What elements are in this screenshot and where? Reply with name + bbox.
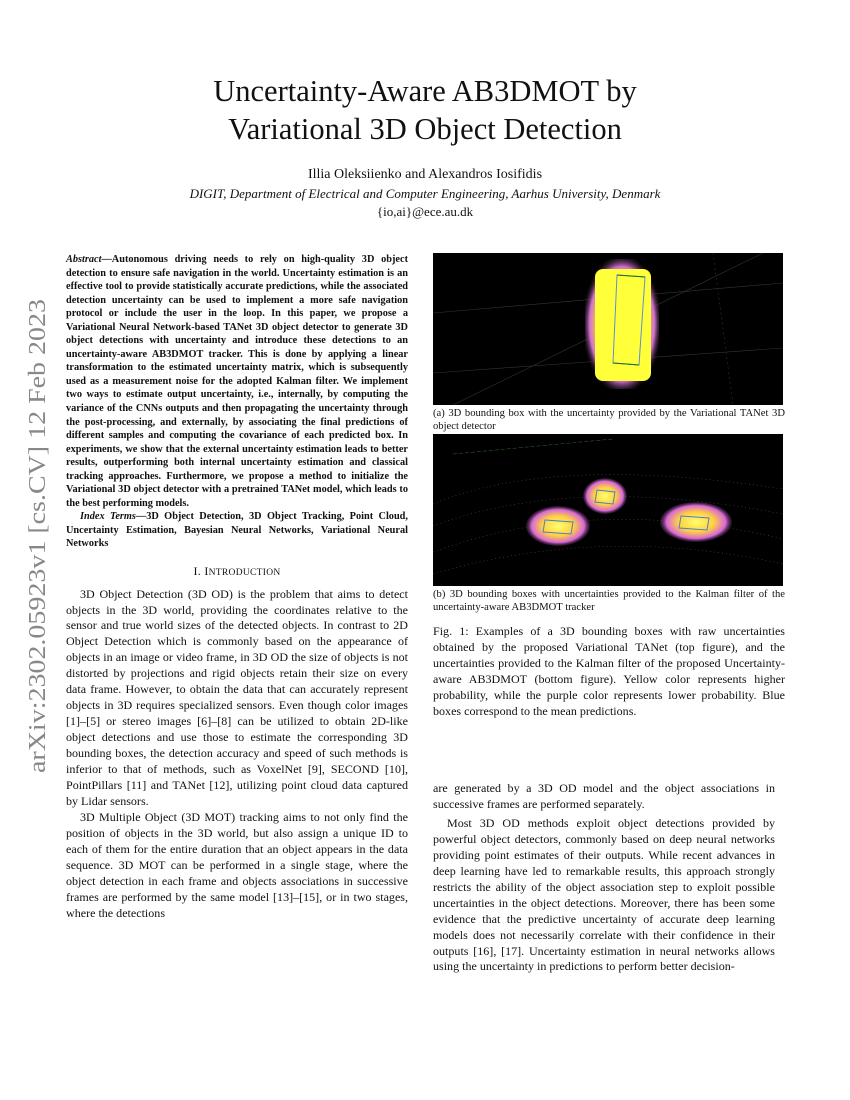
right-column-text: [433, 781, 775, 975]
section-heading-introduction: I. INTRODUCTION: [193, 564, 281, 579]
arxiv-sidebar-stamp: [14, 295, 54, 775]
index-terms: [66, 510, 408, 551]
uncertainty-blob-3: [660, 502, 732, 542]
title-line-1: Uncertainty-Aware AB3DMOT by: [213, 74, 637, 108]
figure-1a-image: [433, 253, 783, 405]
intro-paragraph-2: 3D Multiple Object (3D MOT) tracking aims to not only find the position of objects in the 3D world, but also assign a unique ID to each of them for the entire duration that an object appears in the data sequence. 3D MOT can be performed in a single stage, where the object detection in each frame and objects associations in successive frames are performed by the same model [13]–[15], or in two stages, where the detections: [66, 809, 408, 920]
figure-1b-image: [433, 434, 783, 586]
paper-title: [75, 72, 775, 148]
affiliation: DIGIT, Department of Electrical and Computer Engineering, Aarhus University, Denmark: [189, 186, 661, 201]
uncertainty-blob-2: [583, 478, 627, 514]
title-line-2: Variational 3D Object Detection: [228, 112, 622, 146]
abstract-label: Abstract: [66, 254, 102, 265]
uncertainty-blob-1: [526, 506, 590, 546]
intro-paragraph-3: Most 3D OD methods exploit object detections provided by powerful object detectors, commonly based on deep neural networks providing point estimates of their outputs. While recent advances in deep learning have led to remarkable results, this approach strongly restricts the ability of the object association step to exploit possible uncertainties in the object detections. Moreover, there has been some evidence that the predictive uncertainty of accurate deep learning models does not necessarily correlate with their confidence in their outputs [16], [17]. Uncertainty estimation in neural networks allows using the uncertainty in predictions to perform better decision-: [433, 815, 775, 974]
figure-1a-subcaption: (a) 3D bounding box with the uncertainty provided by the Variational TANet 3D object detector: [433, 408, 785, 432]
authors: Illia Oleksiienko and Alexandros Iosifidis: [307, 167, 543, 182]
abstract: [66, 253, 408, 510]
intro-paragraph-1: 3D Object Detection (3D OD) is the problem that aims to detect objects in the 3D world, providing the coordinates relative to the sensor and true world sizes of the detected objects. In contrast to 2D Object Detection which is commonly based on the appearance of objects in an image or video frame, in 3D OD the size of objects is not distorted by projections and rigid objects retain their size on every data frame. However, to obtain the data that can accurately represent objects in 3D requires specialized sensors. Even though color images [1]–[5] or stereo images [6]–[8] can be utilized to obtain 2D-like object detections and use those to estimate the corresponding 3D bounding boxes, the detection accuracy and speed of such methods is inferior to that of methods, such as VoxelNet [9], SECOND [10], PointPillars [11] and TANet [12], utilizing point cloud data captured by Lidar sensors.: [66, 586, 408, 808]
arxiv-id-text: arXiv:2302.05923v1 [cs.CV] 12 Feb 2023: [24, 357, 51, 773]
index-terms-label: Index Terms: [80, 511, 136, 523]
figure-1-caption: Fig. 1: Examples of a 3D bounding boxes with raw uncertainties obtained by the proposed Variational TANet (top figure), and the uncertainties provided to the Kalman filter of the proposed Uncertainty-aware AB3DMOT (bottom figure). Yellow color represents higher probability, while the purple color represents lower probability. Blue boxes correspond to the mean predictions.: [433, 624, 785, 718]
index-terms-text: —3D Object Detection, 3D Object Tracking, Point Cloud, Uncertainty Estimation, Bayesian Neural Networks, Variational Neural Networks: [66, 511, 408, 550]
figure-1b-subcaption: (b) 3D bounding boxes with uncertainties provided to the Kalman filter of the uncertainty-aware AB3DMOT tracker: [433, 589, 785, 613]
left-column: [66, 253, 408, 922]
intro-paragraph-2-continued: are generated by a 3D OD model and the object associations in successive frames are performed separately.: [433, 781, 775, 811]
abstract-text: —Autonomous driving needs to rely on high-quality 3D object detection to ensure safe navigation in the world. Uncertainty estimation is an effective tool to provide statistically accurate predictions, while the associated detection uncertainty can be used to implement a more safe navigation protocol or include the user in the loop. In this paper, we propose a Variational Neural Network-based TANet 3D object detector to generate 3D object detections with uncertainty and introduce these detections to an uncertainty-aware AB3DMOT tracker. This is done by applying a linear transformation to the estimated uncertainty matrix, which is subsequently used as a measurement noise for the adopted Kalman filter. We implement two ways to estimate output uncertainty, i.e., internally, by computing the variance of the CNNs outputs and then propagating the uncertainty through the post-processing, and externally, by associating the final predictions of different samples and computing the covariance of each predicted box. In experiments, we show that the external uncertainty estimation leads to better results, outperforming both internal uncertainty estimation and classical tracking approaches. Furthermore, we propose a method to initialize the Variational 3D object detector with a pretrained TANet model, which leads to the best performing models.: [66, 254, 408, 509]
author-email: {io,ai}@ece.au.dk: [376, 204, 474, 219]
